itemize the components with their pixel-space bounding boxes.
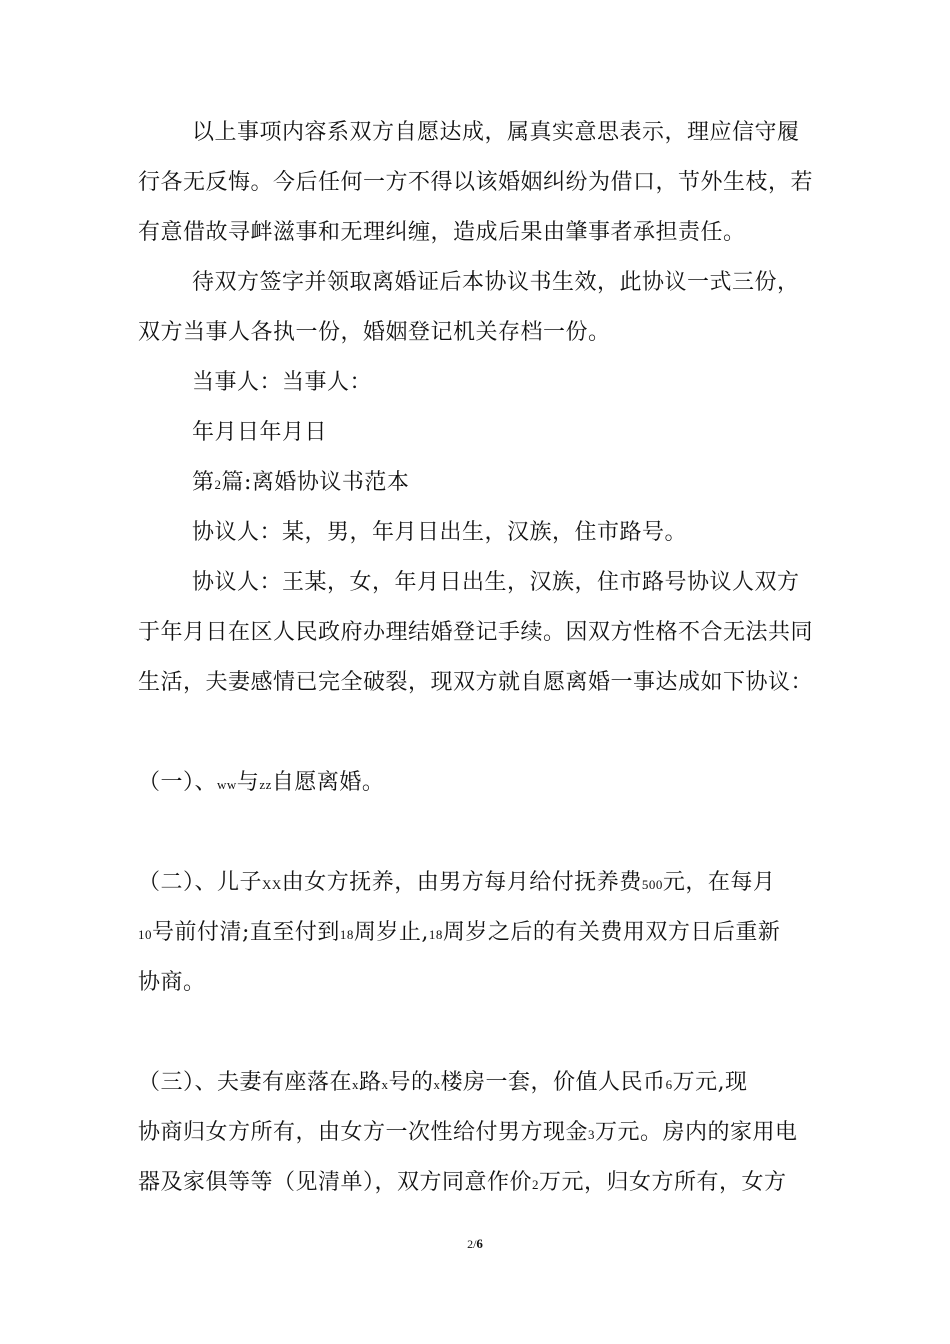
signature-date-line: 年月日年月日 <box>192 420 328 445</box>
clause-line: 10号前付清;直至付到18周岁止,18周岁之后的有关费用双方日后重新 <box>138 920 781 945</box>
paragraph-line: 协议人：某，男，年月日出生，汉族，住市路号。 <box>192 520 688 545</box>
clause-line: （一）、ww与zz自愿离婚。 <box>138 770 385 795</box>
clause-line: 协商归女方所有，由女方一次性给付男方现金3万元。房内的家用电 <box>138 1120 798 1145</box>
clause-line: 协商。 <box>138 970 206 995</box>
signature-parties-line: 当事人：当事人： <box>192 370 373 395</box>
paragraph-line: 行各无反悔。今后任何一方不得以该婚姻纠纷为借口，节外生枝，若 <box>138 170 814 195</box>
clause-line: 器及家俱等等（见清单），双方同意作价2万元，归女方所有，女方 <box>138 1170 787 1195</box>
paragraph-line: 协议人：王某，女，年月日出生，汉族，住市路号协议人双方 <box>192 570 800 595</box>
paragraph-line: 生活，夫妻感情已完全破裂，现双方就自愿离婚一事达成如下协议： <box>138 670 814 695</box>
paragraph-line: 双方当事人各执一份，婚姻登记机关存档一份。 <box>138 320 611 345</box>
page-current: 2/ <box>467 1237 477 1251</box>
clause-line: （二）、儿子XX由女方抚养，由男方每月给付抚养费500元，在每月 <box>138 870 776 895</box>
clause-line: （三）、夫妻有座落在x路x号的x楼房一套，价值人民币6万元,现 <box>138 1070 748 1095</box>
paragraph-line: 以上事项内容系双方自愿达成，属真实意思表示，理应信守履 <box>192 120 800 145</box>
paragraph-line: 待双方签字并领取离婚证后本协议书生效，此协议一式三份， <box>192 270 800 295</box>
section-heading: 第2篇:离婚协议书范本 <box>192 470 410 495</box>
page-number <box>0 1236 950 1252</box>
paragraph-line: 有意借故寻衅滋事和无理纠缠，造成后果由肇事者承担责任。 <box>138 220 746 245</box>
page-total: 6 <box>476 1236 483 1251</box>
paragraph-line: 于年月日在区人民政府办理结婚登记手续。因双方性格不合无法共同 <box>138 620 814 645</box>
